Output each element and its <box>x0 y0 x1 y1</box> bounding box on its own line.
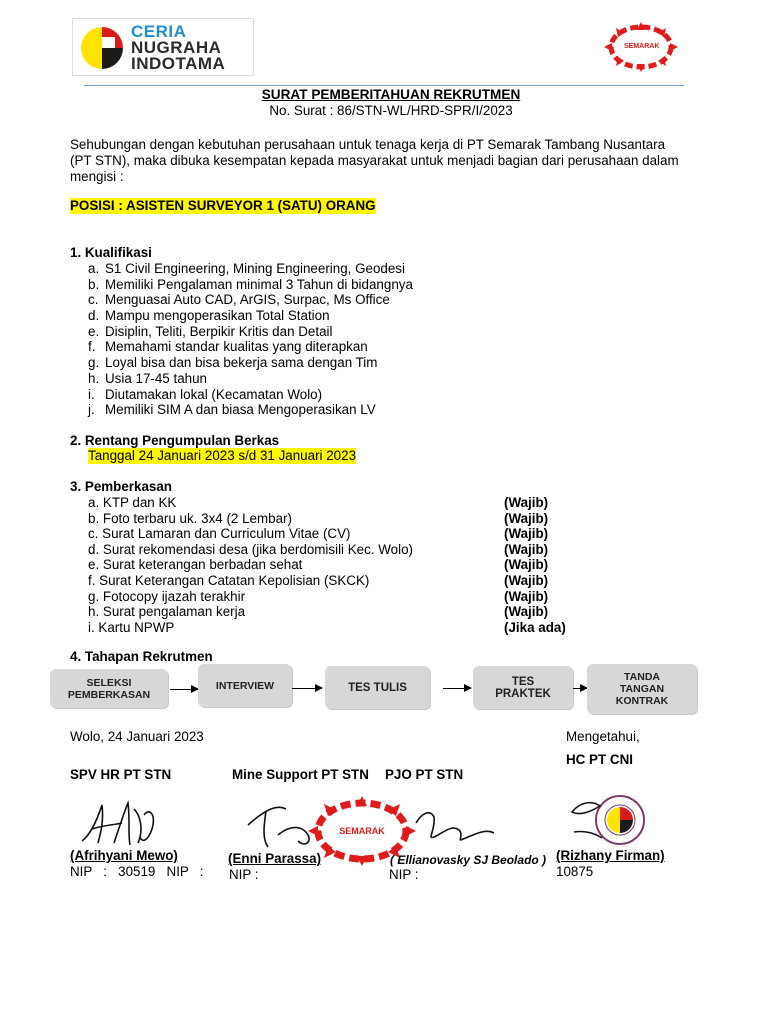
list-item: c. Surat Lamaran dan Curriculum Vitae (CV) (Wajib) <box>88 526 549 542</box>
arrow-right-icon <box>170 689 198 690</box>
list-item: f. Surat Keterangan Catatan Kepolisian (SKCK) (Wajib) <box>88 572 549 588</box>
ceria-logo-line2: NUGRAHA <box>131 38 222 57</box>
arrow-right-icon <box>443 688 471 689</box>
documents-list <box>88 495 568 635</box>
stage-step-3: TES TULIS <box>325 666 430 709</box>
ceria-logo-line3: INDOTAMA <box>131 54 226 73</box>
letter-number: No. Surat : 86/STN-WL/HRD-SPR/I/2023 <box>269 103 513 118</box>
place-date: Wolo, 24 Januari 2023 <box>70 729 204 744</box>
semarak-logo-text: SEMARAK <box>624 43 660 50</box>
stage-step-2: INTERVIEW <box>198 664 292 707</box>
stage-step-4: TES PRAKTEK <box>473 666 573 709</box>
signatory-enni: (Enni Parassa) <box>228 851 322 866</box>
nip-row-2: NIP : <box>229 867 259 882</box>
acknowledged-label: Mengetahui, <box>566 729 640 744</box>
page-title: SURAT PEMBERITAHUAN REKRUTMEN <box>261 87 521 102</box>
signatory-afrihyani: (Afrihyani Mewo) <box>70 848 178 863</box>
documents-heading: 3. Pemberkasan <box>70 479 172 494</box>
ceria-logo <box>72 18 254 76</box>
role-mine-support: Mine Support PT STN <box>232 767 369 782</box>
arrow-right-icon <box>292 688 322 689</box>
list-item: g. Fotocopy ijazah terakhir (Wajib) <box>88 588 549 604</box>
nip-row-3: NIP : <box>389 867 419 882</box>
position-title: POSISI : ASISTEN SURVEYOR 1 (SATU) ORANG <box>70 198 376 213</box>
intro-line-2: (PT STN), maka dibuka kesempatan kepada masyarakat untuk menjadi bagian dari perusahaan dalam <box>70 153 679 168</box>
list-item: i. Kartu NPWP (Jika ada) <box>88 619 566 635</box>
intro-line-1: Sehubungan dengan kebutuhan perusahaan untuk tenaga kerja di PT Semarak Tambang Nusantara <box>70 137 666 152</box>
ceria-logo-line1: CERIA <box>131 22 187 41</box>
semarak-stamp-text: SEMARAK <box>339 826 385 836</box>
stage-step-1: SELEKSI PEMBERKASAN <box>50 669 168 708</box>
intro-line-3: mengisi : <box>70 169 124 184</box>
qualifications-heading: 1. Kualifikasi <box>70 245 152 260</box>
list-item: b. Foto terbaru uk. 3x4 (2 Lembar) (Wajib) <box>88 510 549 526</box>
role-pjo: PJO PT STN <box>385 767 464 782</box>
stage-step-5: TANDA TANGAN KONTRAK <box>587 664 697 714</box>
arrow-right-icon <box>573 688 587 689</box>
list-item: a. KTP dan KK (Wajib) <box>88 495 549 510</box>
ceria-logo-mark-icon <box>79 25 125 71</box>
ceria-stamp-icon <box>566 792 662 848</box>
role-spv-hr: SPV HR PT STN <box>70 767 172 782</box>
list-item: e. Surat keterangan berbadan sehat (Wajib) <box>88 557 549 573</box>
stages-heading: 4. Tahapan Rekrutmen <box>70 649 213 664</box>
header-divider <box>84 85 684 86</box>
collection-date: Tanggal 24 Januari 2023 s/d 31 Januari 2023 <box>88 448 357 463</box>
signature-afrihyani <box>78 795 160 851</box>
list-item: d. Surat rekomendasi desa (jika berdomisili Kec. Wolo) (Wajib) <box>88 541 549 557</box>
list-item: h. Surat pengalaman kerja (Wajib) <box>88 604 549 620</box>
signatory-rizhany: (Rizhany Firman) <box>556 848 665 863</box>
semarak-logo <box>604 22 678 72</box>
collection-heading: 2. Rentang Pengumpulan Berkas <box>70 433 280 448</box>
role-hc-cni: HC PT CNI <box>566 752 633 767</box>
nip-row-4: 10875 <box>556 864 594 879</box>
signatory-beolado: ( Ellianovasky SJ Beolado ) <box>390 853 547 867</box>
nip-row-1: NIP : 30519 NIP : <box>70 864 204 879</box>
